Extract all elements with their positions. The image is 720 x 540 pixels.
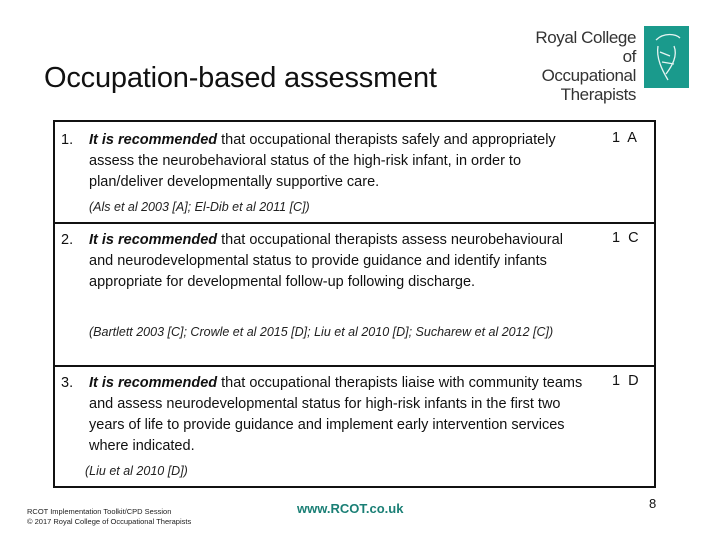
references: (Bartlett 2003 [C]; Crowle et al 2015 [D]; Liu et al 2010 [D]; Sucharew et al 2012 [C])	[89, 325, 554, 339]
recommendation-3	[61, 373, 589, 457]
lead-text: It is recommended	[89, 132, 218, 148]
logo-line: Occupational	[541, 66, 636, 85]
logo-line: Royal College of	[535, 28, 636, 66]
recommendation-1	[61, 130, 589, 193]
grade-badge: 1 C	[612, 230, 641, 246]
row-divider	[55, 222, 654, 224]
website-link[interactable]: www.RCOT.co.uk	[297, 501, 404, 516]
grade-badge: 1 A	[612, 130, 639, 146]
rcot-logo-icon	[644, 26, 689, 88]
lead-text: It is recommended	[89, 232, 218, 248]
logo-text	[524, 28, 636, 104]
page-number: 8	[649, 496, 657, 511]
footer-line: © 2017 Royal College of Occupational Therapists	[27, 517, 192, 526]
footer-credits	[27, 507, 191, 527]
recommendation-text: that occupational therapists safely and appropriately assess the neurobehavioral status of the high-risk infant, in order to plan/deliver developmentally supportive care.	[89, 132, 556, 190]
footer-line: RCOT Implementation Toolkit/CPD Session	[27, 507, 172, 516]
item-number: 2.	[61, 232, 74, 248]
recommendation-text: that occupational therapists liaise with community teams and assess neurodevelopmental status for high-risk infants in the first two years of life to provide guidance and implement early intervention services where indicated.	[89, 375, 583, 454]
row-divider	[55, 365, 654, 367]
references: (Liu et al 2010 [D])	[85, 464, 188, 478]
recommendation-2	[61, 230, 589, 293]
recommendation-text: that occupational therapists assess neurobehavioural and neurodevelopmental status to provide guidance and identify infants appropriate for developmental follow-up following discharge.	[89, 232, 563, 290]
page-title: Occupation-based assessment	[44, 62, 437, 94]
lead-text: It is recommended	[89, 375, 218, 391]
logo-line: Therapists	[560, 85, 636, 104]
item-number: 1.	[61, 132, 74, 148]
item-number: 3.	[61, 375, 74, 391]
recommendations-table	[53, 120, 656, 488]
grade-badge: 1 D	[612, 373, 641, 389]
references: (Als et al 2003 [A]; El-Dib et al 2011 [C])	[89, 200, 310, 214]
